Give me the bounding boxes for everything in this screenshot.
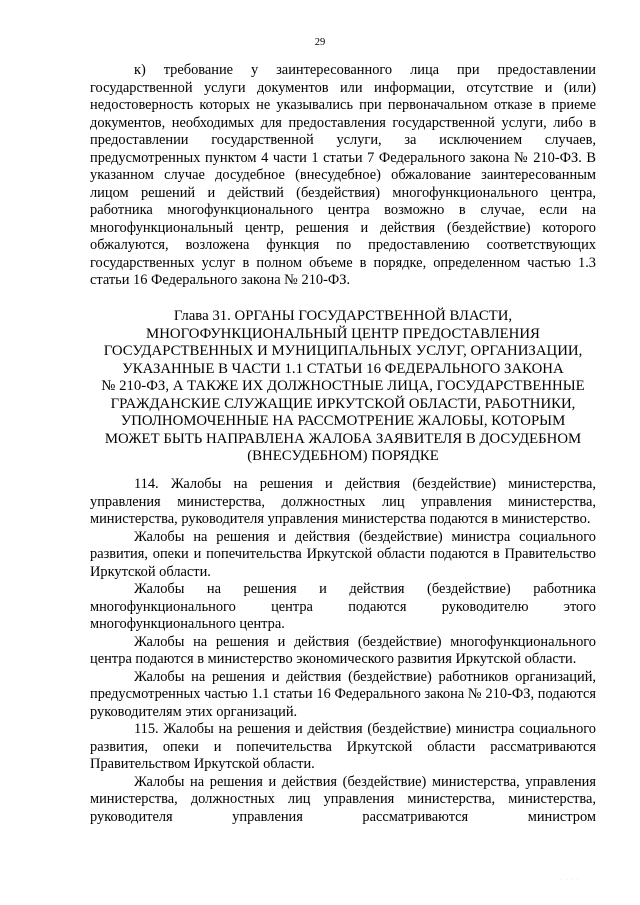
chapter-heading-line: (ВНЕСУДЕБНОМ) ПОРЯДКЕ (247, 448, 439, 464)
chapter-heading-line: МОЖЕТ БЫТЬ НАПРАВЛЕНА ЖАЛОБА ЗАЯВИТЕЛЯ В ДОСУДЕБНОМ (104, 430, 582, 447)
paragraph-mfc-worker: Жалобы на решения и действия (бездействие) работника многофункционального центра подаются руководителю этого многофункционального центра. (90, 581, 596, 632)
chapter-heading-line: № 210-ФЗ, А ТАКЖЕ ИХ ДОЛЖНОСТНЫЕ ЛИЦА, ГОСУДАРСТВЕННЫЕ (101, 378, 585, 394)
chapter-heading-line: УПОЛНОМОЧЕННЫЕ НА РАССМОТРЕНИЕ ЖАЛОБЫ, КОТОРЫМ (120, 413, 566, 429)
paragraph-114: 114. Жалобы на решения и действия (бездействие) министерства, управления министерства, должностных лиц управления министерства, министерства, руководителя управления министерства подаются в министерство. (90, 476, 596, 527)
paragraph-organizations: Жалобы на решения и действия (бездействие) работников организаций, предусмотренных частью 1.1 статьи 16 Федерального закона № 210-ФЗ, подаются руководителям этих организаций. (90, 668, 596, 720)
paragraph-final: Жалобы на решения и действия (бездействие) министерства, управления министерства, должностных лиц управления министерства, министерства, руководителя управления рассматриваются министром (90, 773, 596, 825)
page-number: 29 (314, 37, 326, 48)
paragraph-mfc: Жалобы на решения и действия (бездействие) многофункционального центра подаются в министерство экономического развития Иркутской области. (90, 633, 596, 667)
paragraph-115: 115. Жалобы на решения и действия (бездействие) министра социального развития, опеки и попечительства Иркутской области рассматриваются Правительством Иркутской области. (90, 721, 596, 772)
chapter-heading-line: УКАЗАННЫЕ В ЧАСТИ 1.1 СТАТЬИ 16 ФЕДЕРАЛЬНОГО ЗАКОНА (122, 360, 564, 377)
intro-paragraph: к) требование у заинтересованного лица при предоставлении государственной услуги документов или информации, отсутствие и (или) недостоверность которых не указывались при первоначальном отказе в приеме документов, необходимых для предоставления государственной услуги, либо в предоставлении государственной услуги, за исключением случаев, предусмотренных пунктом 4 части 1 статьи 7 Федерального закона № 210-ФЗ. В указанном случае досудебное (внесудебное) обжалование заинтересованным лицом решений и действий (бездействия) многофункционального центра, работника многофункционального центра возможно в случае, если на многофункциональный центр, решения и действия (бездействие) которого обжалуются, возложена функция по предоставлению соответствующих государственных услуг в полном объеме в порядке, определенном частью 1.3 статьи 16 Федерального закона № 210-ФЗ. (90, 62, 596, 288)
chapter-heading-line: ГРАЖДАНСКИЕ СЛУЖАЩИЕ ИРКУТСКОЙ ОБЛАСТИ, РАБОТНИКИ, (110, 395, 576, 412)
scan-artifact: · · · · (560, 877, 580, 883)
chapter-heading-line: МНОГОФУНКЦИОНАЛЬНЫЙ ЦЕНТР ПРЕДОСТАВЛЕНИЯ (146, 325, 540, 342)
chapter-heading (90, 308, 596, 466)
chapter-heading-line: Глава 31. ОРГАНЫ ГОСУДАРСТВЕННОЙ ВЛАСТИ, (173, 308, 513, 324)
paragraph-minister: Жалобы на решения и действия (бездействие) министра социального развития, опеки и попечительства Иркутской области подаются в Правительство Иркутской области. (90, 528, 596, 580)
chapter-heading-line: ГОСУДАРСТВЕННЫХ И МУНИЦИПАЛЬНЫХ УСЛУГ, ОРГАНИЗАЦИИ, (103, 343, 583, 359)
main-section (90, 476, 596, 826)
intro-section (90, 62, 596, 290)
